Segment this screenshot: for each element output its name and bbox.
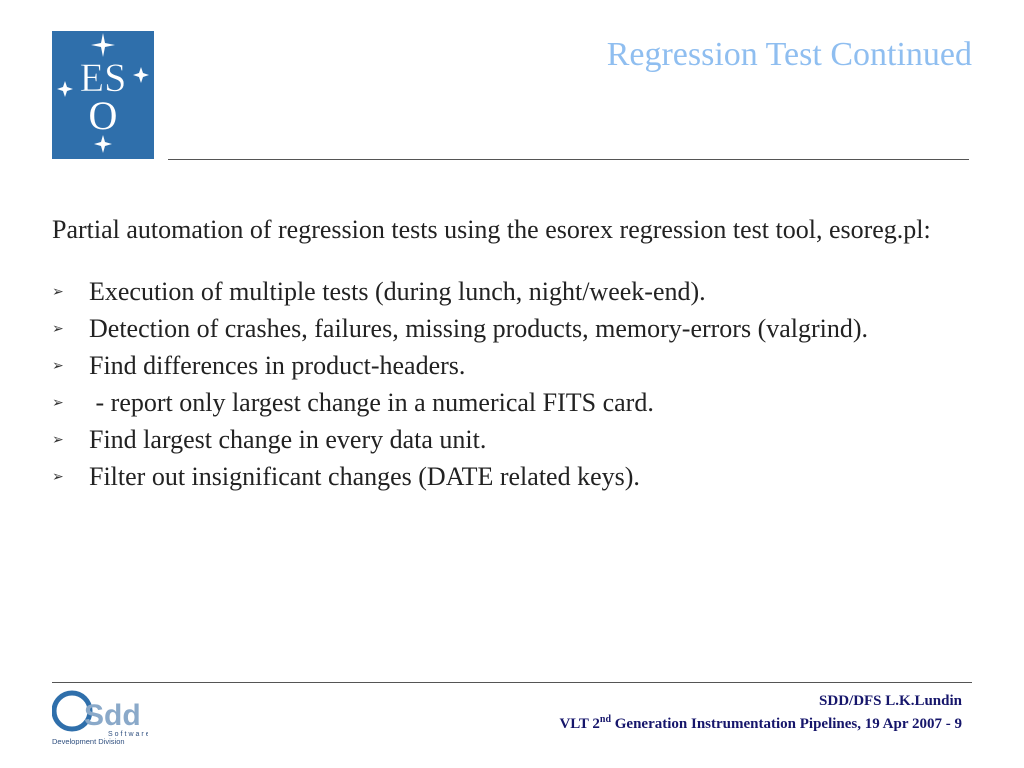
slide-body xyxy=(52,214,972,498)
bullet-text: Detection of crashes, failures, missing products, memory-errors (valgrind). xyxy=(89,314,869,343)
arrow-bullet-icon: ➢ xyxy=(52,321,64,337)
bullet-list xyxy=(52,276,972,493)
arrow-bullet-icon: ➢ xyxy=(52,284,64,300)
footer-event-post: Generation Instrumentation Pipelines, 19 Apr 2007 - 9 xyxy=(611,716,962,732)
bullet-item xyxy=(52,350,972,382)
arrow-bullet-icon: ➢ xyxy=(52,469,64,485)
bullet-item xyxy=(52,387,972,419)
arrow-bullet-icon: ➢ xyxy=(52,432,64,448)
footer-divider xyxy=(52,682,972,683)
bullet-item xyxy=(52,424,972,456)
header-divider xyxy=(168,159,969,160)
slide-title: Regression Test Continued xyxy=(606,36,972,73)
bullet-item xyxy=(52,313,972,345)
bullet-item xyxy=(52,276,972,308)
bullet-text: Find differences in product-headers. xyxy=(89,351,466,380)
eso-logo-text-bottom: O xyxy=(88,93,118,138)
footer-event-sup: nd xyxy=(599,714,612,725)
sdd-logo-line2: Development Division xyxy=(52,737,125,745)
sdd-logo-letters: Sdd xyxy=(84,699,141,732)
eso-logo-text-top: ES xyxy=(79,55,127,100)
sdd-logo-line1: Software xyxy=(108,731,148,738)
footer-event-pre: VLT 2 xyxy=(559,716,600,732)
bullet-text: Find largest change in every data unit. xyxy=(89,425,487,454)
arrow-bullet-icon: ➢ xyxy=(52,358,64,374)
footer-author: SDD/DFS L.K.Lundin xyxy=(819,693,962,709)
bullet-text: Filter out insignificant changes (DATE related keys). xyxy=(89,462,640,491)
footer-event xyxy=(559,716,962,733)
eso-logo xyxy=(52,31,154,159)
bullet-text: - report only largest change in a numerical FITS card. xyxy=(89,388,654,417)
intro-paragraph: Partial automation of regression tests using the esorex regression test tool, esoreg.pl: xyxy=(52,215,931,244)
arrow-bullet-icon: ➢ xyxy=(52,395,64,411)
sdd-logo xyxy=(52,689,148,745)
bullet-text: Execution of multiple tests (during lunch, night/week-end). xyxy=(89,277,706,306)
bullet-item xyxy=(52,461,972,493)
